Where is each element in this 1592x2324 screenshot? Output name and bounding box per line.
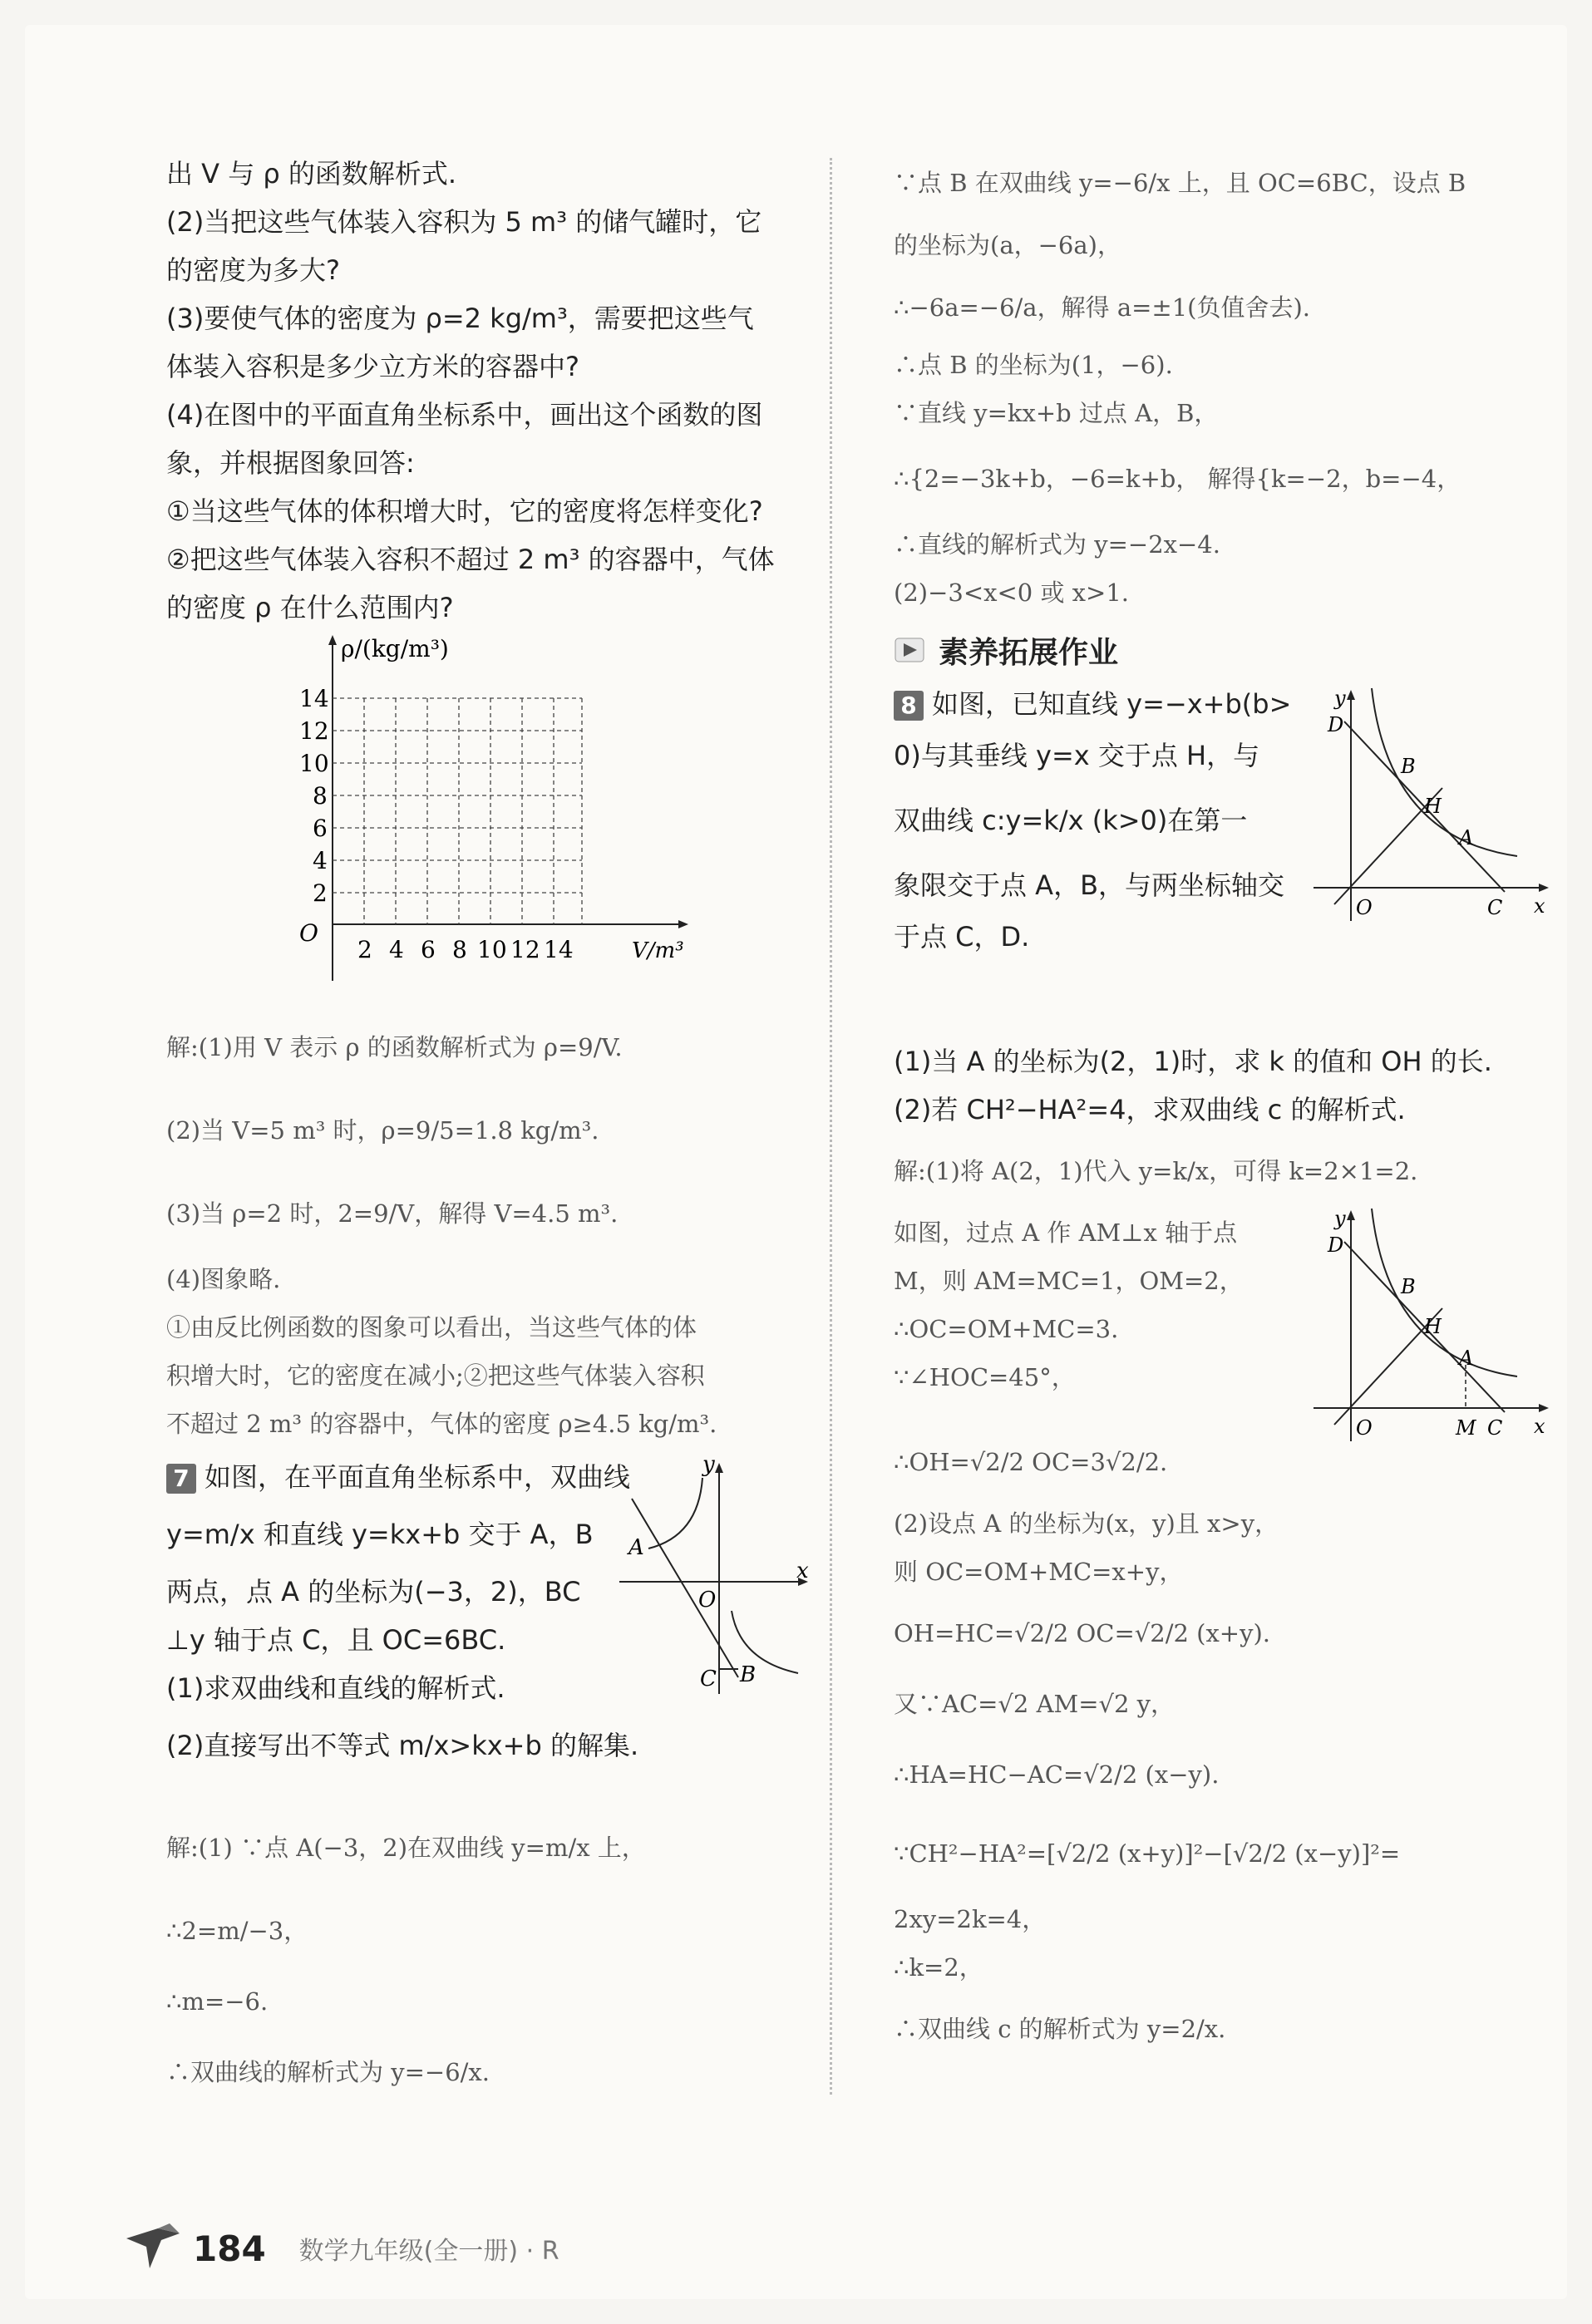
solution-line: (3)当 ρ=2 时，2=9/V，解得 V=4.5 m³. [166,1199,619,1228]
origin-label: O [299,919,318,947]
solution-line: ∴OH=√2/2 OC=3√2/2. [894,1448,1168,1476]
page-sheet [25,25,1567,2299]
text-line: (2)当把这些气体装入容积为 5 m³ 的储气罐时，它 [166,206,762,238]
point-d-label: D [1328,713,1344,736]
solution-line: M，则 AM=MC=1，OM=2， [894,1267,1244,1295]
q8-line: (2)若 CH²−HA²=4，求双曲线 c 的解析式. [894,1094,1406,1125]
solution-line: (2)当 V=5 m³ 时，ρ=9/5=1.8 kg/m³. [166,1116,599,1145]
y-tick: 14 [299,685,329,712]
q8-figure-2 [1309,1200,1550,1450]
x-tick: 10 [477,936,507,963]
x-label: x [796,1558,809,1583]
text-line: (4)在图中的平面直角坐标系中，画出这个函数的图 [166,399,763,431]
q7-line: (1)求双曲线和直线的解析式. [166,1672,505,1704]
q8-line: 双曲线 c:y=k/x (k>0)在第一 [894,805,1248,836]
text-line: ②把这些气体装入容积不超过 2 m³ 的容器中，气体 [166,544,775,575]
q7-line: (2)直接写出不等式 m/x>kx+b 的解集. [166,1730,639,1761]
q7-text: 如图，在平面直角坐标系中，双曲线 [205,1461,631,1493]
point-c-label: C [700,1667,717,1691]
section-heading [894,625,1542,675]
x-tick: 2 [357,936,372,963]
solution-line: ①由反比例函数的图象可以看出，当这些气体的体 [166,1313,697,1342]
point-b-label: B [740,1662,757,1687]
arrow-tag-icon [894,633,927,667]
solution-line: ∴−6a=−6/a，解得 a=±1(负值舍去). [894,293,1311,322]
point-b-label: B [1401,1275,1416,1298]
q8-solution-with-figure [894,1207,1545,1440]
q7-line: 两点，点 A 的坐标为(−3，2)，BC [166,1576,581,1608]
bird-logo-icon [125,2222,183,2275]
book-title: 数学九年级(全一册) · R [298,2237,559,2266]
solution-line: ∴双曲线的解析式为 y=−6/x. [166,2058,490,2086]
column-divider [830,158,832,2095]
point-m-label: M [1456,1416,1476,1440]
point-b-label: B [1401,755,1416,778]
solution-line: ∴m=−6. [166,1987,269,2016]
solution-line: 解:(1) ∵点 A(−3，2)在双曲线 y=m/x 上， [166,1834,646,1862]
q8-text: 如图，已知直线 y=−x+b(b> [932,688,1292,720]
y-label: y [1334,1207,1346,1230]
y-tick: 2 [313,879,328,907]
point-c-label: C [1487,1416,1503,1440]
point-a-label: A [1459,826,1474,849]
x-tick: 8 [452,936,467,963]
text-line: (3)要使气体的密度为 ρ=2 kg/m³，需要把这些气 [166,303,754,334]
solution-line: ∴点 B 的坐标为(1，−6). [894,351,1173,379]
solution-line: (4)图象略. [166,1265,281,1293]
point-a-label: A [1459,1347,1474,1370]
y-tick: 4 [313,847,328,874]
text-line: ①当这些气体的体积增大时，它的密度将怎样变化? [166,495,763,527]
solution-line: (2)设点 A 的坐标为(x，y)且 x>y， [894,1509,1279,1538]
q7-line: ⊥y 轴于点 C，且 OC=6BC. [166,1624,506,1656]
x-tick: 4 [389,936,404,963]
y-label: y [1334,687,1346,710]
solution-line: ∴2=m/−3， [166,1917,308,1945]
point-d-label: D [1328,1233,1344,1257]
x-label: x [1534,1415,1545,1438]
y-tick: 10 [299,750,329,777]
point-h-label: H [1424,1315,1442,1338]
text-line: 体装入容积是多少立方米的容器中? [166,351,579,382]
q8-line: 象限交于点 A，B，与两坐标轴交 [894,869,1285,901]
q8-line: 0)与其垂线 y=x 交于点 H，与 [894,740,1260,771]
solution-line: ∵点 B 在双曲线 y=−6/x 上，且 OC=6BC，设点 B [894,169,1466,197]
text-line: 的密度为多大? [166,254,340,286]
question-8 [894,680,1545,1037]
point-c-label: C [1487,896,1503,919]
solution-line: ∴直线的解析式为 y=−2x−4. [894,530,1220,559]
solution-line: 解:(1)用 V 表示 ρ 的函数解析式为 ρ=9/V. [166,1033,623,1061]
solution-line: ∴k=2， [894,1953,983,1982]
point-a-label: A [628,1535,644,1560]
solution-line: ∴HA=HC−AC=√2/2 (x−y). [894,1760,1220,1789]
x-tick: 12 [510,936,540,963]
y-label: y [702,1453,715,1477]
point-h-label: H [1424,795,1442,818]
solution-line: 则 OC=OM+MC=x+y， [894,1558,1184,1586]
solution-line: 的坐标为(a，−6a)， [894,231,1121,259]
solution-line: ∴{2=−3k+b，−6=k+b， 解得{k=−2，b=−4， [894,465,1461,493]
solution-line: OH=HC=√2/2 OC=√2/2 (x+y). [894,1619,1271,1647]
origin-label: O [1356,896,1373,919]
left-column [166,150,815,2110]
solution-line: (2)−3<x<0 或 x>1. [894,579,1129,607]
text-line: 的密度 ρ 在什么范围内? [166,592,454,623]
page-footer [125,2219,559,2277]
solution-line: ∵直线 y=kx+b 过点 A，B， [894,399,1219,427]
solution-line: ∴OC=OM+MC=3. [894,1315,1119,1343]
section-heading-text: 素养拓展作业 [939,635,1119,670]
text-line: 象，并根据图象回答: [166,447,415,479]
solution-line: 解:(1)将 A(2，1)代入 y=k/x，可得 k=2×1=2. [894,1157,1418,1185]
right-column [894,150,1545,2066]
q8-line: (1)当 A 的坐标为(2，1)时，求 k 的值和 OH 的长. [894,1046,1492,1077]
text-line: 出 V 与 ρ 的函数解析式. [166,158,457,190]
q8-figure-1 [1309,680,1550,929]
x-tick: 14 [544,936,574,963]
x-axis-label: V/m³ [632,938,684,963]
y-axis-label: ρ/(kg/m³) [341,635,449,662]
q7-line: y=m/x 和直线 y=kx+b 交于 A，B [166,1519,594,1550]
q7-figure [615,1453,815,1702]
y-tick: 12 [299,717,329,745]
origin-label: O [698,1588,717,1613]
solution-line: 积增大时，它的密度在减小;②把这些气体装入容积 [166,1361,705,1390]
solution-line: ∴双曲线 c 的解析式为 y=2/x. [894,2015,1226,2043]
q8-line: 于点 C，D. [894,921,1030,953]
solution-line: 又∵AC=√2 AM=√2 y， [894,1690,1176,1718]
question-7 [166,1453,815,1802]
origin-label: O [1356,1416,1373,1440]
solution-line: 如图，过点 A 作 AM⊥x 轴于点 [894,1219,1238,1247]
question-number-badge: 7 [166,1464,196,1494]
page-number: 184 [193,2228,266,2269]
x-tick: 6 [421,936,436,963]
solution-line: ∵∠HOC=45°， [894,1363,1076,1391]
question-number-badge: 8 [894,691,924,721]
coordinate-grid [283,632,715,997]
x-label: x [1534,894,1545,918]
solution-line: ∵CH²−HA²=[√2/2 (x+y)]²−[√2/2 (x−y)]²= [894,1839,1401,1868]
y-tick: 6 [313,815,328,842]
solution-line: 不超过 2 m³ 的容器中，气体的密度 ρ≥4.5 kg/m³. [166,1410,717,1438]
solution-line: 2xy=2k=4， [894,1905,1047,1933]
grid-figure [166,632,815,1006]
y-tick: 8 [313,782,328,810]
